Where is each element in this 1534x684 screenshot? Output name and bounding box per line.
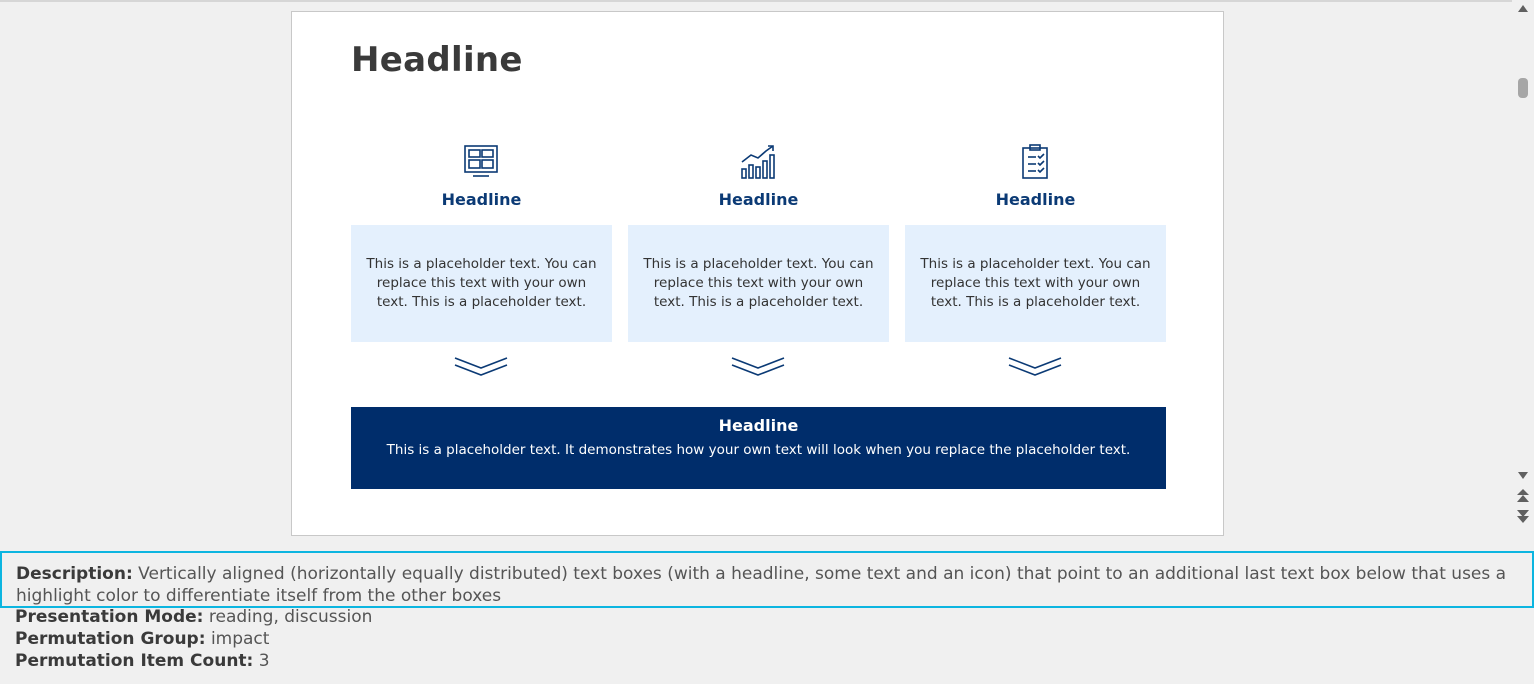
chevron-down-icon: [1006, 355, 1064, 379]
previous-page-icon[interactable]: [1516, 488, 1530, 502]
chevron-down-icon: [729, 355, 787, 379]
chevron-down-icon: [452, 355, 510, 379]
permutation-count-label: Permutation Item Count:: [15, 651, 254, 671]
scrollbar-thumb[interactable]: [1518, 78, 1528, 98]
column-text: This is a placeholder text. You can replace this text with your own text. This is a placeholder text.: [920, 256, 1151, 310]
column-text: This is a placeholder text. You can replace this text with your own text. This is a placeholder text.: [643, 256, 874, 310]
column-text-box: [628, 225, 889, 342]
description-label: Description:: [16, 564, 133, 584]
highlight-headline: Headline: [718, 416, 799, 435]
presentation-mode-label: Presentation Mode:: [15, 607, 204, 627]
permutation-count-row: [15, 650, 270, 672]
permutation-group-row: [15, 628, 269, 650]
presentation-mode-row: [15, 606, 372, 628]
description-value: Vertically aligned (horizontally equally distributed) text boxes (with a headline, some text and an icon) that point to an additional last text box below that uses a highlight color to differentiate itself from the other boxes: [16, 564, 1507, 606]
column-headline: Headline: [718, 190, 799, 209]
column-text-box: [905, 225, 1166, 342]
clipboard-checklist-icon: [1017, 144, 1053, 180]
permutation-count-value: 3: [258, 651, 270, 671]
column-text: This is a placeholder text. You can replace this text with your own text. This is a placeholder text.: [366, 256, 597, 310]
slide-title: Headline: [351, 40, 523, 80]
permutation-group-value: impact: [210, 629, 270, 649]
column-headline: Headline: [441, 190, 522, 209]
highlight-text-box: [351, 407, 1166, 489]
vertical-scrollbar[interactable]: [1512, 0, 1534, 530]
triangle-up-icon[interactable]: [1516, 2, 1530, 16]
top-divider: [0, 0, 1512, 2]
next-page-icon[interactable]: [1516, 508, 1530, 522]
triangle-down-icon[interactable]: [1516, 468, 1530, 482]
presentation-mode-value: reading, discussion: [208, 607, 373, 627]
growth-chart-icon: [740, 144, 776, 180]
permutation-group-label: Permutation Group:: [15, 629, 206, 649]
dashboard-grid-icon: [463, 144, 499, 180]
highlight-text: This is a placeholder text. It demonstrates how your own text will look when you replace the placeholder text.: [386, 442, 1131, 458]
description-field[interactable]: [0, 551, 1534, 608]
slide-preview[interactable]: [291, 11, 1224, 536]
column-headline: Headline: [995, 190, 1076, 209]
column-text-box: [351, 225, 612, 342]
